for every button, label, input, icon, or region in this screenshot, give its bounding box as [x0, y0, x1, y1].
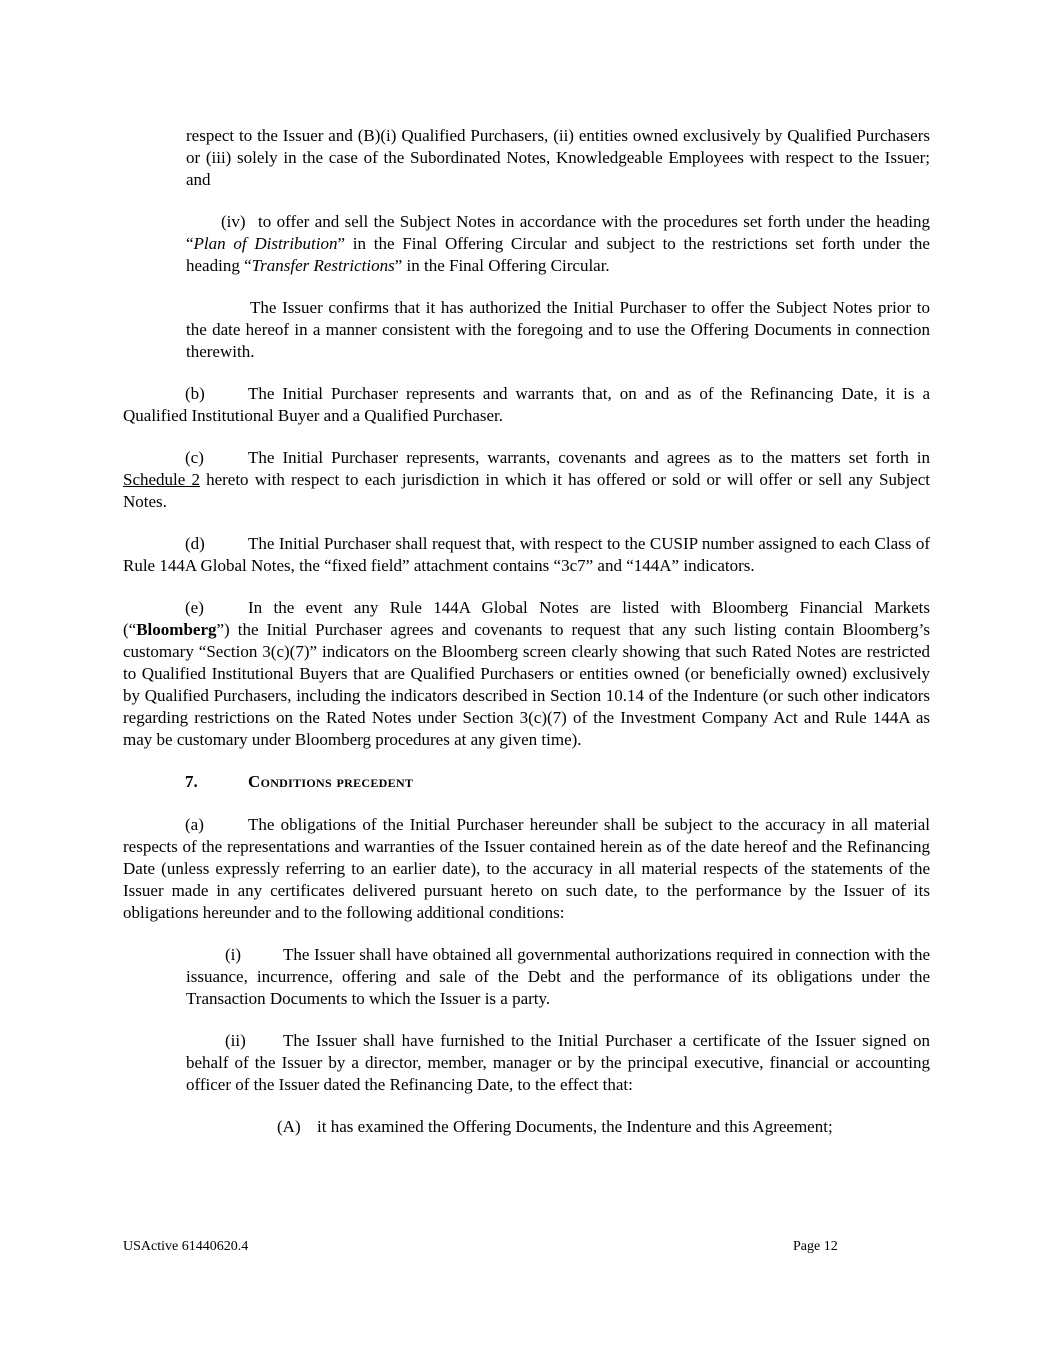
paragraph-label: (b): [185, 384, 205, 403]
paragraph-continuation: [123, 125, 930, 191]
section-7-heading: [123, 771, 930, 793]
paragraph-text: The Issuer shall have obtained all governmental authorizations required in connection with the issuance, incurrence, offering and sale of the Debt and the performance of its obligations under the Transaction Documents to which the Issuer is a party.: [186, 945, 930, 1008]
page-footer: [123, 1238, 930, 1256]
paragraph-text: ” in the Final Offering Circular and subject to the restrictions set forth under the heading “: [186, 234, 930, 275]
paragraph-label: (e): [185, 598, 204, 617]
paragraph-i: [123, 944, 930, 1010]
document-body: [123, 125, 930, 1158]
paragraph-text: to offer and sell the Subject Notes in accordance with the procedures set forth under the heading “: [186, 212, 930, 253]
paragraph-label: (d): [185, 534, 205, 553]
paragraph-d: [123, 533, 930, 577]
bold-bloomberg-term: Bloomberg: [136, 620, 217, 639]
paragraph-text: hereto with respect to each jurisdiction in which it has offered or sold or will offer or sell any Subject Notes.: [123, 470, 930, 511]
paragraph-text: ” in the Final Offering Circular.: [394, 256, 610, 275]
paragraph-text: The Issuer shall have furnished to the Initial Purchaser a certificate of the Issuer signed on behalf of the Issuer by a director, member, manager or by the principal executive, financial or accounting officer of the Issuer dated the Refinancing Date, to the effect that:: [186, 1031, 930, 1094]
paragraph-label: (i): [225, 945, 242, 964]
section-number: 7.: [185, 772, 198, 791]
paragraph-issuer-confirms: [123, 297, 930, 363]
paragraph-text: The Initial Purchaser represents, warrants, covenants and agrees as to the matters set forth in: [248, 448, 930, 467]
paragraph-text: it has examined the Offering Documents, the Indenture and this Agreement;: [317, 1117, 833, 1136]
footer-page-number: Page 12: [793, 1239, 838, 1254]
paragraph-text: The Issuer confirms that it has authorized the Initial Purchaser to offer the Subject Notes prior to the date hereof in a manner consistent with the foregoing and to use the Offering Documents in connection therewith.: [186, 298, 930, 361]
paragraph-e: [123, 597, 930, 751]
footer-doc-id: USActive 61440620.4: [123, 1239, 249, 1254]
paragraph-text: ”) the Initial Purchaser agrees and covenants to request that any such listing contain Bloomberg’s customary “Section 3(c)(7)” indicators on the Bloomberg screen clearly showing that such Rated Notes are restricted to Qualified Institutional Buyers that are Qualified Purchasers or entities owned (or beneficially owned) exclusively by Qualified Purchasers, including the indicators described in Section 10.14 of the Indenture (or such other indicators regarding restrictions on the Rated Notes under Section 3(c)(7) of the Investment Company Act and Rule 144A as may be customary under Bloomberg procedures at any given time).: [123, 620, 930, 749]
paragraph-label: (c): [185, 448, 204, 467]
paragraph-text: The obligations of the Initial Purchaser hereunder shall be subject to the accuracy in all material respects of the representations and warranties of the Issuer contained herein as of the date hereof and the Refinancing Date (unless expressly referring to an earlier date), to the accuracy in all material respects of the statements of the Issuer made in any certificates delivered pursuant hereto on such date, to the performance by the Issuer of its obligations hereunder and to the following additional conditions:: [123, 815, 930, 922]
paragraph-text: respect to the Issuer and (B)(i) Qualified Purchasers, (ii) entities owned exclusively by Qualified Purchasers or (iii) solely in the case of the Subordinated Notes, Knowledgeable Employees with respect to the Issuer; and: [186, 126, 930, 189]
paragraph-label: (a): [185, 815, 204, 834]
section-title: Conditions precedent: [248, 772, 414, 791]
paragraph-label: (iv): [221, 212, 246, 231]
paragraph-iv: [123, 211, 930, 277]
paragraph-label: (ii): [225, 1031, 246, 1050]
schedule-2-reference: Schedule 2: [123, 470, 200, 489]
paragraph-label: (A): [277, 1117, 301, 1136]
paragraph-ii: [123, 1030, 930, 1096]
paragraph-text: In the event any Rule 144A Global Notes are listed with Bloomberg Financial Markets (“: [123, 598, 930, 639]
italic-transfer-restrictions: Transfer Restrictions: [251, 256, 395, 275]
paragraph-text: The Initial Purchaser shall request that, with respect to the CUSIP number assigned to each Class of Rule 144A Global Notes, the “fixed field” attachment contains “3c7” and “144A” indicators.: [123, 534, 930, 575]
paragraph-text: The Initial Purchaser represents and warrants that, on and as of the Refinancing Date, it is a Qualified Institutional Buyer and a Qualified Purchaser.: [123, 384, 930, 425]
paragraph-c: [123, 447, 930, 513]
paragraph-b: [123, 383, 930, 427]
paragraph-A: [123, 1116, 930, 1138]
italic-plan-of-distribution: Plan of Distribution: [193, 234, 338, 253]
paragraph-a: [123, 814, 930, 924]
